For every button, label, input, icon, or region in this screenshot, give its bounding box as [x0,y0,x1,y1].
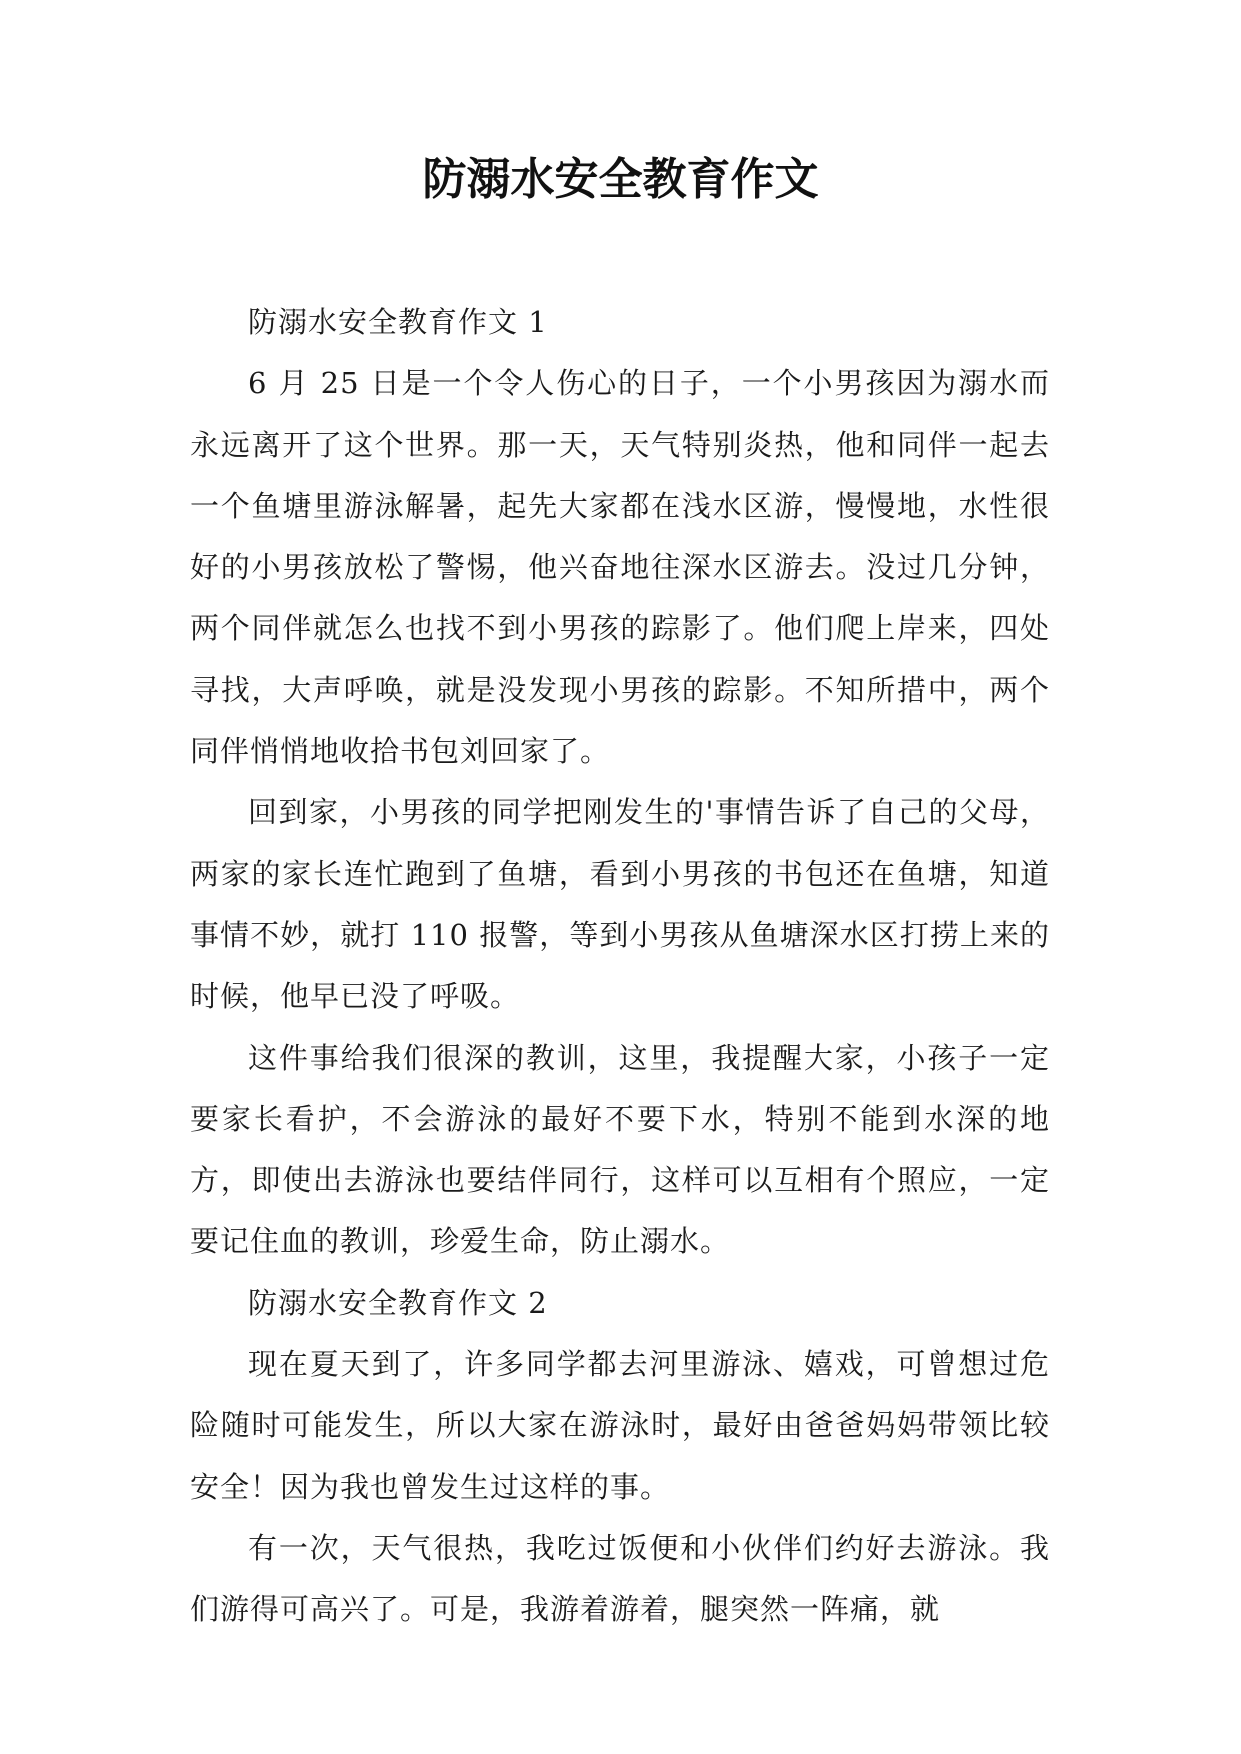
paragraph: 现在夏天到了，许多同学都去河里游泳、嬉戏，可曾想过危险随时可能发生，所以大家在游泳时，最好由爸爸妈妈带领比较安全！因为我也曾发生过这样的事。 [190,1347,1050,1504]
paragraph: 有一次，天气很热，我吃过饭便和小伙伴们约好去游泳。我们游得可高兴了。可是，我游着游着，腿突然一阵痛，就 [190,1530,1050,1627]
document-title: 防溺水安全教育作文 [422,154,819,205]
document-body [190,292,1050,1641]
paragraph: 这件事给我们很深的教训，这里，我提醒大家，小孩子一定要家长看护，不会游泳的最好不要下水，特别不能到水深的地方，即使出去游泳也要结伴同行，这样可以互相有个照应，一定要记住血的教训，珍爱生命，防止溺水。 [190,1040,1050,1259]
section-heading-1: 防溺水安全教育作文 1 [248,305,548,339]
section-heading-2: 防溺水安全教育作文 2 [248,1285,548,1320]
paragraph: 回到家，小男孩的同学把刚发生的'事情告诉了自己的父母，两家的家长连忙跑到了鱼塘，看到小男孩的书包还在鱼塘，知道事情不妙，就打 110 报警，等到小男孩从鱼塘深水区打捞上来的时候，他早已没了呼吸。 [190,795,1050,1014]
paragraph: 6 月 25 日是一个令人伤心的日子，一个小男孩因为溺水而永远离开了这个世界。那一天，天气特别炎热，他和同伴一起去一个鱼塘里游泳解暑，起先大家都在浅水区游，慢慢地，水性很好的小男孩放松了警惕，他兴奋地往深水区游去。没过几分钟，两个同伴就怎么也找不到小男孩的踪影了。他们爬上岸来，四处寻找，大声呼唤，就是没发现小男孩的踪影。不知所措中，两个同伴悄悄地收拾书包刘回家了。 [190,366,1050,769]
